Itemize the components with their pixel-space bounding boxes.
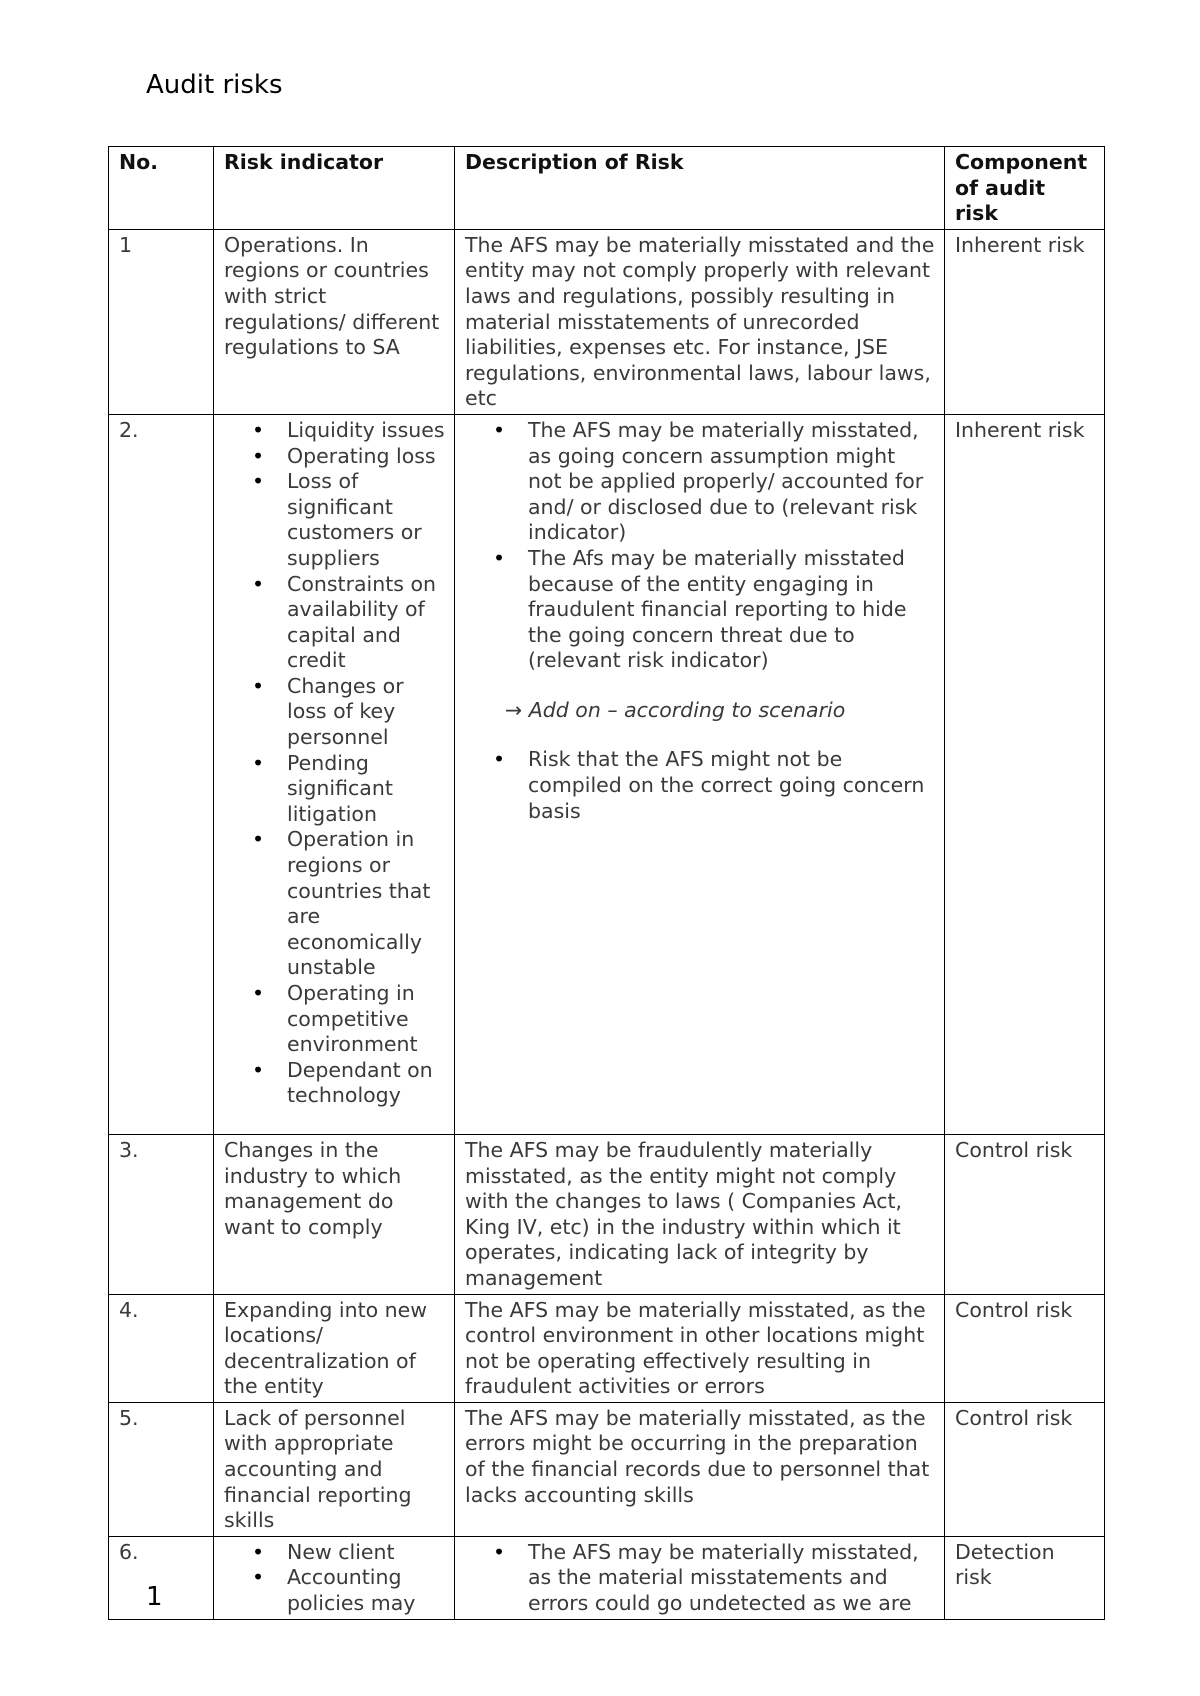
description-cell: The AFS may be fraudulently materially misstated, as the entity might not comply with the changes to laws ( Companies Act, King IV, etc) in the industry within which it operates, indicating lack of integrity by management: [455, 1134, 945, 1294]
component-cell: Control risk: [945, 1294, 1105, 1402]
description-cell: The AFS may be materially misstated, as the errors might be occurring in the preparation of the financial records due to personnel that lacks accounting skills: [455, 1402, 945, 1536]
list-item: • The Afs may be materially misstated because of the entity engaging in fraudulent financial reporting to hide the going concern threat due to (relevant risk indicator): [528, 546, 935, 674]
table-row: [109, 414, 1105, 1134]
component-cell: Inherent risk: [945, 414, 1105, 1134]
component-cell: Control risk: [945, 1134, 1105, 1294]
list-item: • The AFS may be materially misstated, as the material misstatements and errors could go undetected as we are: [528, 1540, 935, 1617]
right-arrow-icon: →: [505, 697, 523, 722]
list-item: • Constraints on availability of capital and credit: [287, 572, 445, 674]
list-item: • New client: [287, 1540, 445, 1566]
risk-indicator-cell: [214, 1536, 455, 1619]
risk-indicator-cell: [214, 414, 455, 1134]
description-cell: The AFS may be materially misstated and the entity may not comply properly with relevant laws and regulations, possibly resulting in material misstatements of unrecorded liabilities, expenses etc. For instance, JSE regulations, environmental laws, labour laws, etc: [455, 229, 945, 414]
risk-indicator-cell: Lack of personnel with appropriate accounting and financial reporting skills: [214, 1402, 455, 1536]
list-item: • Changes or loss of key personnel: [287, 674, 445, 751]
row-number: 3.: [109, 1134, 214, 1294]
list-item: • Dependant on technology: [287, 1058, 445, 1109]
header-component: Component of audit risk: [945, 147, 1105, 230]
list-item: • Operating in competitive environment: [287, 981, 445, 1058]
page-title: Audit risks: [146, 70, 283, 100]
list-item: • Liquidity issues: [287, 418, 445, 444]
description-list: [465, 1540, 935, 1617]
table-header-row: [109, 147, 1105, 230]
table-row: [109, 1134, 1105, 1294]
row-number: 5.: [109, 1402, 214, 1536]
risk-indicator-cell: Changes in the industry to which management do want to comply: [214, 1134, 455, 1294]
component-cell: Inherent risk: [945, 229, 1105, 414]
header-risk-indicator: Risk indicator: [214, 147, 455, 230]
description-cell: [455, 414, 945, 1134]
risk-indicator-list: [224, 418, 445, 1109]
component-cell: Control risk: [945, 1402, 1105, 1536]
add-on-note: [465, 698, 935, 724]
risk-indicator-cell: Operations. In regions or countries with strict regulations/ different regulations to SA: [214, 229, 455, 414]
page-number: 1: [146, 1582, 163, 1612]
table-row: [109, 1294, 1105, 1402]
list-item: • Operation in regions or countries that are economically unstable: [287, 827, 445, 981]
risk-indicator-cell: Expanding into new locations/ decentralization of the entity: [214, 1294, 455, 1402]
audit-risk-table: [108, 146, 1105, 1620]
list-item: • Pending significant litigation: [287, 751, 445, 828]
table-row: [109, 1536, 1105, 1619]
row-number: 6.: [109, 1536, 214, 1619]
list-item: • The AFS may be materially misstated, as going concern assumption might not be applied properly/ accounted for and/ or disclosed due to (relevant risk indicator): [528, 418, 935, 546]
row-number: 2.: [109, 414, 214, 1134]
list-item: • Accounting policies may: [287, 1565, 445, 1616]
list-item: • Operating loss: [287, 444, 445, 470]
description-cell: [455, 1536, 945, 1619]
list-item: • Loss of significant customers or suppliers: [287, 469, 445, 571]
table-row: [109, 229, 1105, 414]
component-cell: Detection risk: [945, 1536, 1105, 1619]
row-number: 1: [109, 229, 214, 414]
table-row: [109, 1402, 1105, 1536]
header-no: No.: [109, 147, 214, 230]
add-on-text: Add on – according to scenario: [528, 697, 846, 722]
list-item: • Risk that the AFS might not be compiled on the correct going concern basis: [528, 747, 935, 824]
description-list: [465, 418, 935, 674]
row-number: 4.: [109, 1294, 214, 1402]
risk-indicator-list: [224, 1540, 445, 1617]
description-cell: The AFS may be materially misstated, as the control environment in other locations might not be operating effectively resulting in fraudulent activities or errors: [455, 1294, 945, 1402]
header-description: Description of Risk: [455, 147, 945, 230]
description-list-2: [465, 747, 935, 824]
